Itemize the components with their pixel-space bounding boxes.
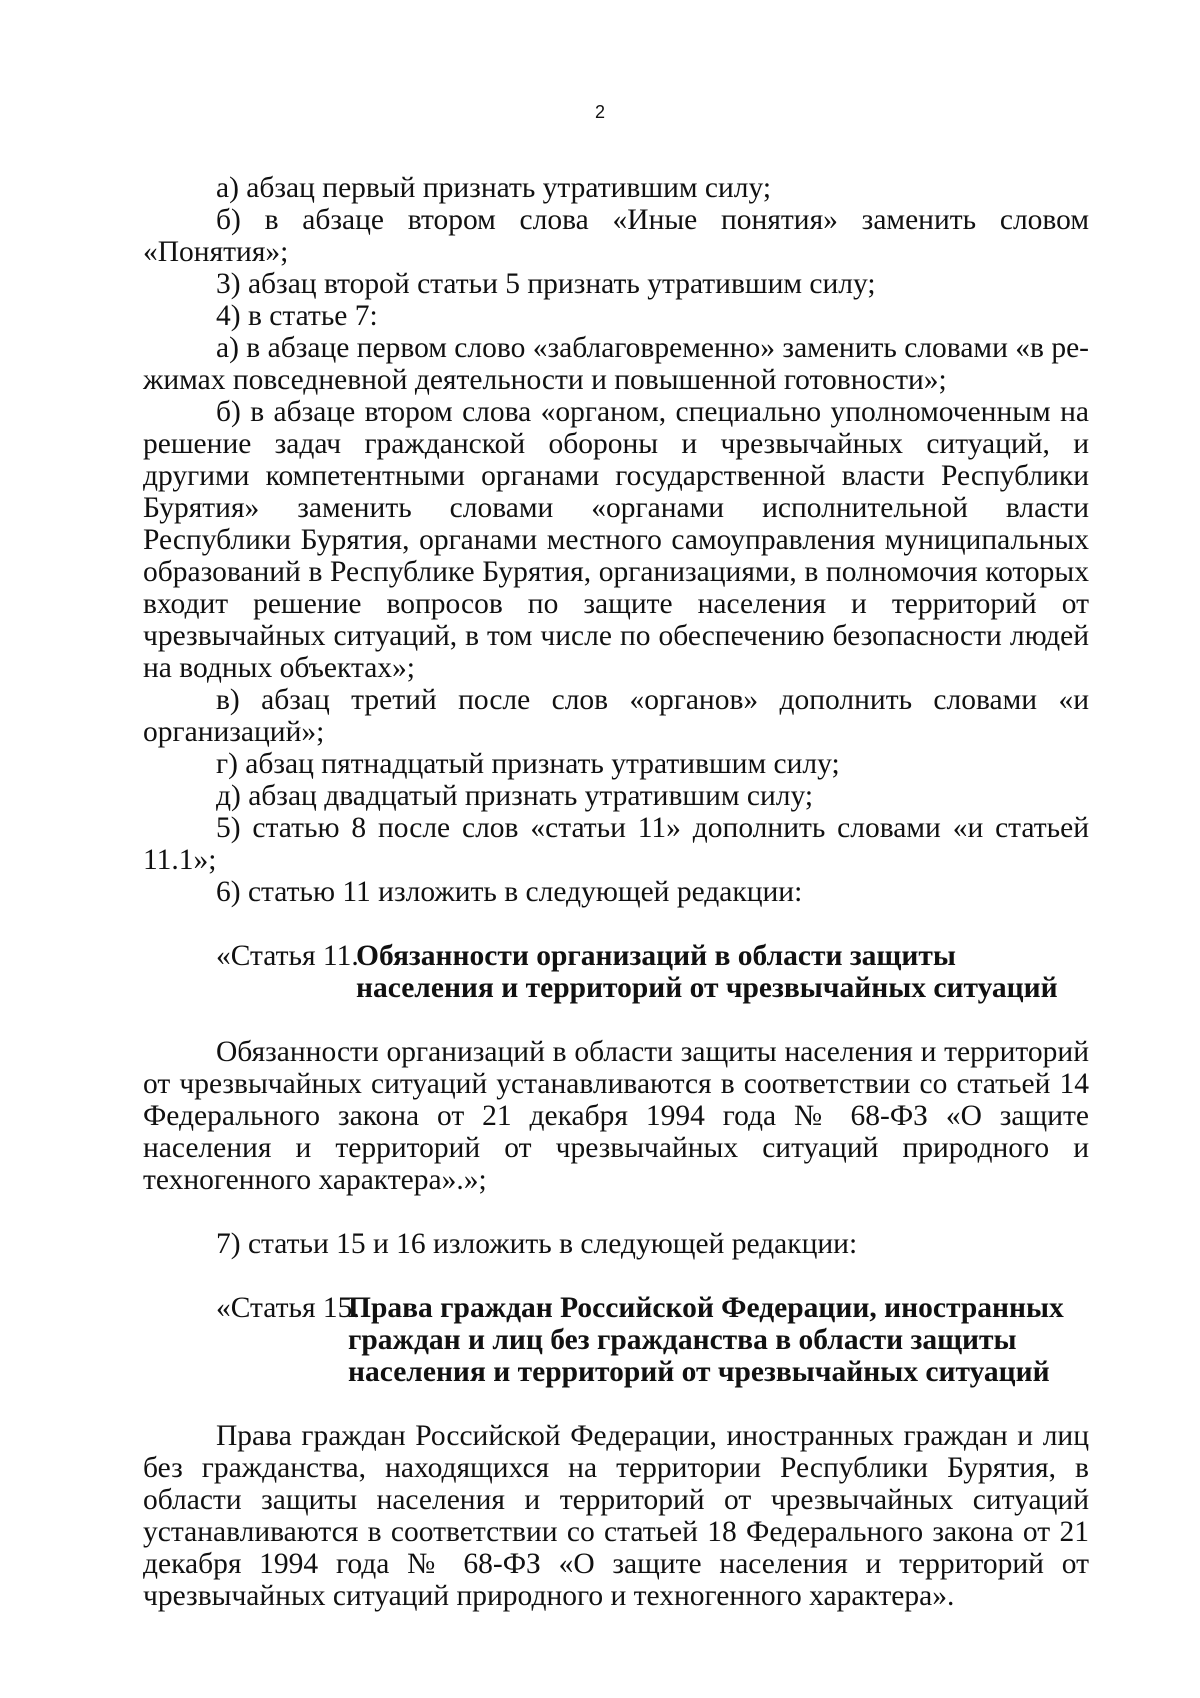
paragraph-item-4v: в) абзац третий после слов «органов» дополнить словами «и организаций»;: [143, 684, 1089, 748]
spacer: [143, 908, 1089, 940]
article-11-title-line: населения и территорий от чрезвычайных ситуаций: [356, 972, 1058, 1004]
paragraph-item-3: 3) абзац второй статьи 5 признать утратившим силу;: [216, 268, 876, 300]
article-15-title: [348, 1292, 1064, 1388]
spacer: [143, 1196, 1089, 1228]
article-11-title-line: Обязанности организаций в области защиты: [356, 940, 956, 972]
article-15-title-line: Права граждан Российской Федерации, иностранных: [348, 1292, 1064, 1324]
paragraph-item-6: 6) статью 11 изложить в следующей редакции:: [216, 876, 803, 908]
spacer: [143, 1004, 1089, 1036]
article-15-heading: [143, 1292, 1089, 1388]
page-number: 2: [594, 102, 605, 122]
paragraph-item-4a: а) в абзаце первом слово «заблаговременно» заменить словами «в режимах повседневной деятельности и повышенной готовности»;: [143, 332, 1089, 396]
paragraph-item-4b: б) в абзаце втором слова «органом, специально уполномоченным на решение задач гражданской обороны и чрезвычайных ситуаций, и другими компетентными органами государственной власти Республики Бурятия» заменить словами «органами исполнительной власти Республики Бурятия, органами местного самоуправления муниципальных образований в Республике Бурятия, организациями, в полномочия которых входит решение вопросов по защите населения и территорий от чрезвычайных ситуаций, в том числе по обеспечению безопасности людей на водных объектах»;: [143, 396, 1089, 684]
document-body: [143, 172, 1089, 1612]
paragraph-item-4: 4) в статье 7:: [216, 300, 378, 332]
paragraph-item-4g: г) абзац пятнадцатый признать утратившим силу;: [216, 748, 840, 780]
paragraph-item-4d: д) абзац двадцатый признать утратившим силу;: [216, 780, 814, 812]
article-15-prefix: «Статья 15.: [216, 1292, 360, 1324]
paragraph-item-7: 7) статьи 15 и 16 изложить в следующей редакции:: [216, 1228, 858, 1260]
article-15-text: Права граждан Российской Федерации, иностранных граждан и лиц без гражданства, находящихся на территории Республики Бурятия, в области защиты населения и территорий от чрезвычайных ситуаций устанавливаются в соответствии со статьей 18 Федерального закона от 21 декабря 1994 года № 68-ФЗ «О защите населения и территорий от чрезвычайных ситуаций природного и техногенного характера».: [143, 1420, 1089, 1612]
paragraph-item-b: б) в абзаце втором слова «Иные понятия» заменить словом «Понятия»;: [143, 204, 1089, 268]
article-11-text: Обязанности организаций в области защиты населения и территорий от чрезвычайных ситуаций устанавливаются в соответствии со статьей 14 Федерального закона от 21 декабря 1994 года № 68-ФЗ «О защите населения и территорий от чрезвычайных ситуаций природного и техногенного характера».»;: [143, 1036, 1089, 1196]
paragraph-item-5: 5) статью 8 после слов «статьи 11» дополнить словами «и статьей 11.1»;: [143, 812, 1089, 876]
article-11-prefix: «Статья 11.: [216, 940, 359, 972]
article-11-title: [356, 940, 1058, 1004]
spacer: [143, 1260, 1089, 1292]
article-15-title-line: граждан и лиц без гражданства в области защиты: [348, 1324, 1017, 1356]
paragraph-item-a: а) абзац первый признать утратившим силу;: [216, 172, 772, 204]
article-11-heading: [143, 940, 1089, 1004]
spacer: [143, 1388, 1089, 1420]
article-15-title-line: населения и территорий от чрезвычайных ситуаций: [348, 1356, 1050, 1388]
